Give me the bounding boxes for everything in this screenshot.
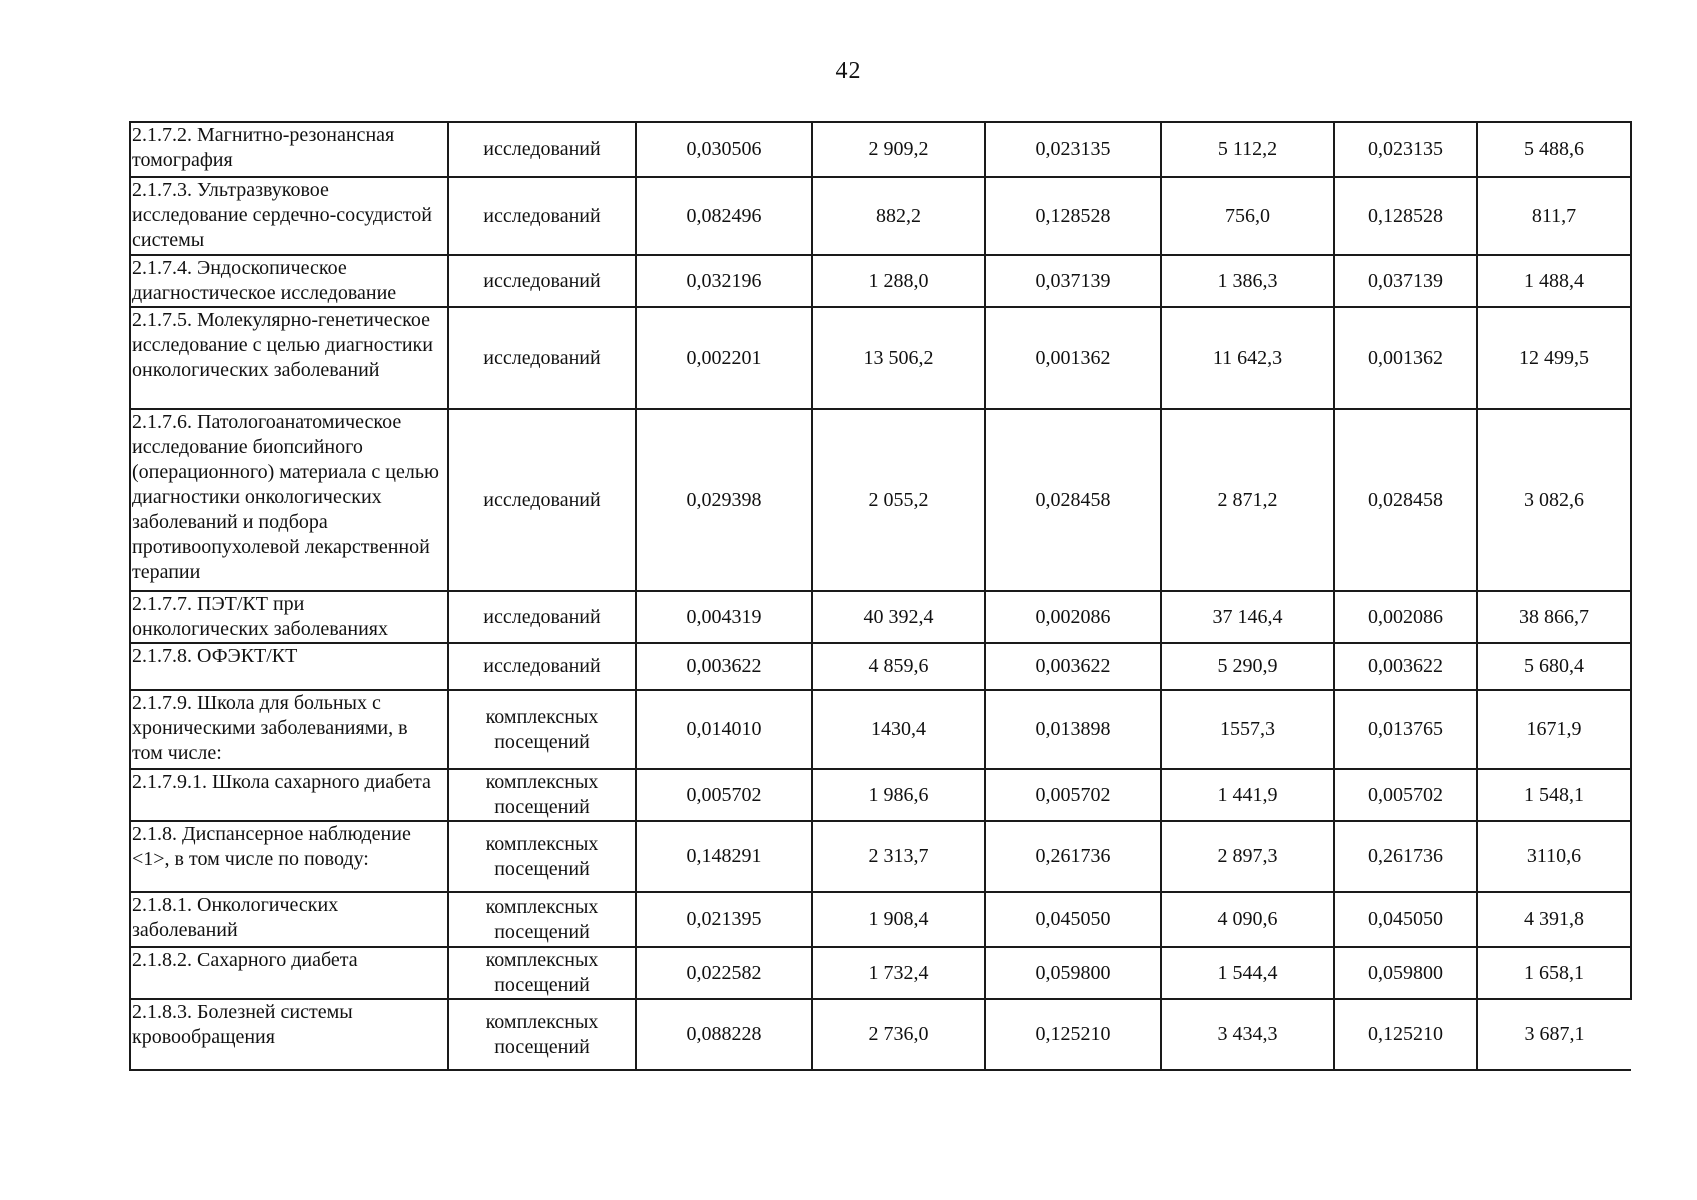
row-name: 2.1.7.4. Эндоскопическое диагностическое исследование	[130, 255, 448, 307]
row-value-5: 0,023135	[1334, 122, 1477, 177]
row-name: 2.1.7.5. Молекулярно-генетическое исследование с целью диагностики онкологических заболеваний	[130, 307, 448, 409]
row-value-1: 0,148291	[636, 821, 812, 892]
row-value-3: 0,005702	[985, 769, 1161, 821]
row-value-2: 1430,4	[812, 690, 985, 769]
row-name: 2.1.7.9.1. Школа сахарного диабета	[130, 769, 448, 821]
row-value-2: 4 859,6	[812, 643, 985, 690]
row-value-2: 2 736,0	[812, 999, 985, 1070]
row-unit: исследований	[448, 409, 636, 591]
row-value-2: 13 506,2	[812, 307, 985, 409]
row-value-4: 5 112,2	[1161, 122, 1334, 177]
row-value-4: 3 434,3	[1161, 999, 1334, 1070]
row-unit: исследований	[448, 122, 636, 177]
row-value-4: 1 544,4	[1161, 947, 1334, 999]
row-value-1: 0,030506	[636, 122, 812, 177]
row-value-1: 0,005702	[636, 769, 812, 821]
row-value-2: 1 288,0	[812, 255, 985, 307]
table-row	[130, 821, 1631, 892]
row-value-5: 0,002086	[1334, 591, 1477, 643]
row-value-6: 1 548,1	[1477, 769, 1631, 821]
row-name: 2.1.8. Диспансерное наблюдение <1>, в том числе по поводу:	[130, 821, 448, 892]
row-value-1: 0,088228	[636, 999, 812, 1070]
row-value-6: 1671,9	[1477, 690, 1631, 769]
row-value-5: 0,005702	[1334, 769, 1477, 821]
row-value-3: 0,128528	[985, 177, 1161, 255]
row-value-5: 0,013765	[1334, 690, 1477, 769]
table-row	[130, 769, 1631, 821]
table-row	[130, 122, 1631, 177]
row-value-5: 0,059800	[1334, 947, 1477, 999]
row-value-4: 37 146,4	[1161, 591, 1334, 643]
table-row	[130, 591, 1631, 643]
row-value-4: 11 642,3	[1161, 307, 1334, 409]
row-value-1: 0,014010	[636, 690, 812, 769]
table-row	[130, 999, 1631, 1070]
row-value-3: 0,003622	[985, 643, 1161, 690]
row-value-4: 5 290,9	[1161, 643, 1334, 690]
table-row	[130, 177, 1631, 255]
row-name: 2.1.8.1. Онкологических заболеваний	[130, 892, 448, 947]
row-unit: комплексных посещений	[448, 947, 636, 999]
row-value-6: 5 488,6	[1477, 122, 1631, 177]
table-row	[130, 690, 1631, 769]
row-value-5: 0,003622	[1334, 643, 1477, 690]
row-value-5: 0,037139	[1334, 255, 1477, 307]
row-value-3: 0,023135	[985, 122, 1161, 177]
row-value-2: 1 908,4	[812, 892, 985, 947]
table-row	[130, 307, 1631, 409]
row-value-1: 0,022582	[636, 947, 812, 999]
row-value-5: 0,125210	[1334, 999, 1477, 1070]
row-value-3: 0,261736	[985, 821, 1161, 892]
standards-table	[129, 121, 1632, 1071]
row-value-5: 0,261736	[1334, 821, 1477, 892]
row-value-6: 1 488,4	[1477, 255, 1631, 307]
row-value-2: 2 313,7	[812, 821, 985, 892]
row-value-2: 2 909,2	[812, 122, 985, 177]
row-value-4: 4 090,6	[1161, 892, 1334, 947]
row-value-6: 811,7	[1477, 177, 1631, 255]
row-value-4: 756,0	[1161, 177, 1334, 255]
row-value-4: 1557,3	[1161, 690, 1334, 769]
row-name: 2.1.7.2. Магнитно-резонансная томография	[130, 122, 448, 177]
row-value-3: 0,002086	[985, 591, 1161, 643]
table-body	[130, 122, 1631, 1070]
row-name: 2.1.7.9. Школа для больных с хроническими заболеваниями, в том числе:	[130, 690, 448, 769]
row-value-5: 0,001362	[1334, 307, 1477, 409]
row-name: 2.1.7.3. Ультразвуковое исследование сердечно-сосудистой системы	[130, 177, 448, 255]
row-name: 2.1.8.3. Болезней системы кровообращения	[130, 999, 448, 1070]
row-unit: комплексных посещений	[448, 892, 636, 947]
row-unit: исследований	[448, 591, 636, 643]
row-value-1: 0,002201	[636, 307, 812, 409]
table-row	[130, 255, 1631, 307]
table-row	[130, 409, 1631, 591]
row-value-2: 882,2	[812, 177, 985, 255]
row-value-6: 4 391,8	[1477, 892, 1631, 947]
row-unit: исследований	[448, 307, 636, 409]
row-value-3: 0,037139	[985, 255, 1161, 307]
row-value-5: 0,028458	[1334, 409, 1477, 591]
row-value-1: 0,029398	[636, 409, 812, 591]
row-unit: комплексных посещений	[448, 821, 636, 892]
table-row	[130, 947, 1631, 999]
row-unit: комплексных посещений	[448, 999, 636, 1070]
row-value-2: 2 055,2	[812, 409, 985, 591]
table-row	[130, 892, 1631, 947]
row-value-3: 0,028458	[985, 409, 1161, 591]
row-value-6: 12 499,5	[1477, 307, 1631, 409]
row-name: 2.1.7.8. ОФЭКТ/КТ	[130, 643, 448, 690]
row-value-1: 0,032196	[636, 255, 812, 307]
row-value-3: 0,001362	[985, 307, 1161, 409]
table-row	[130, 643, 1631, 690]
row-value-6: 38 866,7	[1477, 591, 1631, 643]
row-value-1: 0,004319	[636, 591, 812, 643]
row-value-1: 0,021395	[636, 892, 812, 947]
row-value-4: 2 897,3	[1161, 821, 1334, 892]
row-value-3: 0,125210	[985, 999, 1161, 1070]
row-value-5: 0,128528	[1334, 177, 1477, 255]
row-unit: комплексных посещений	[448, 769, 636, 821]
row-value-6: 3 082,6	[1477, 409, 1631, 591]
page-number: 42	[835, 58, 862, 84]
row-name: 2.1.8.2. Сахарного диабета	[130, 947, 448, 999]
row-value-4: 1 386,3	[1161, 255, 1334, 307]
row-unit: исследований	[448, 255, 636, 307]
row-unit: комплексных посещений	[448, 690, 636, 769]
row-value-6: 3110,6	[1477, 821, 1631, 892]
row-name: 2.1.7.6. Патологоанатомическое исследование биопсийного (операционного) материала с целью диагностики онкологических заболеваний и подбора противоопухолевой лекарственной терапии	[130, 409, 448, 591]
row-value-1: 0,003622	[636, 643, 812, 690]
row-unit: исследований	[448, 177, 636, 255]
row-value-6: 5 680,4	[1477, 643, 1631, 690]
row-value-5: 0,045050	[1334, 892, 1477, 947]
row-value-6: 3 687,1	[1477, 999, 1631, 1070]
row-value-4: 2 871,2	[1161, 409, 1334, 591]
row-value-6: 1 658,1	[1477, 947, 1631, 999]
row-value-3: 0,013898	[985, 690, 1161, 769]
row-value-2: 40 392,4	[812, 591, 985, 643]
row-name: 2.1.7.7. ПЭТ/КТ при онкологических заболеваниях	[130, 591, 448, 643]
row-value-3: 0,059800	[985, 947, 1161, 999]
row-value-4: 1 441,9	[1161, 769, 1334, 821]
row-value-3: 0,045050	[985, 892, 1161, 947]
row-unit: исследований	[448, 643, 636, 690]
row-value-2: 1 732,4	[812, 947, 985, 999]
row-value-2: 1 986,6	[812, 769, 985, 821]
row-value-1: 0,082496	[636, 177, 812, 255]
